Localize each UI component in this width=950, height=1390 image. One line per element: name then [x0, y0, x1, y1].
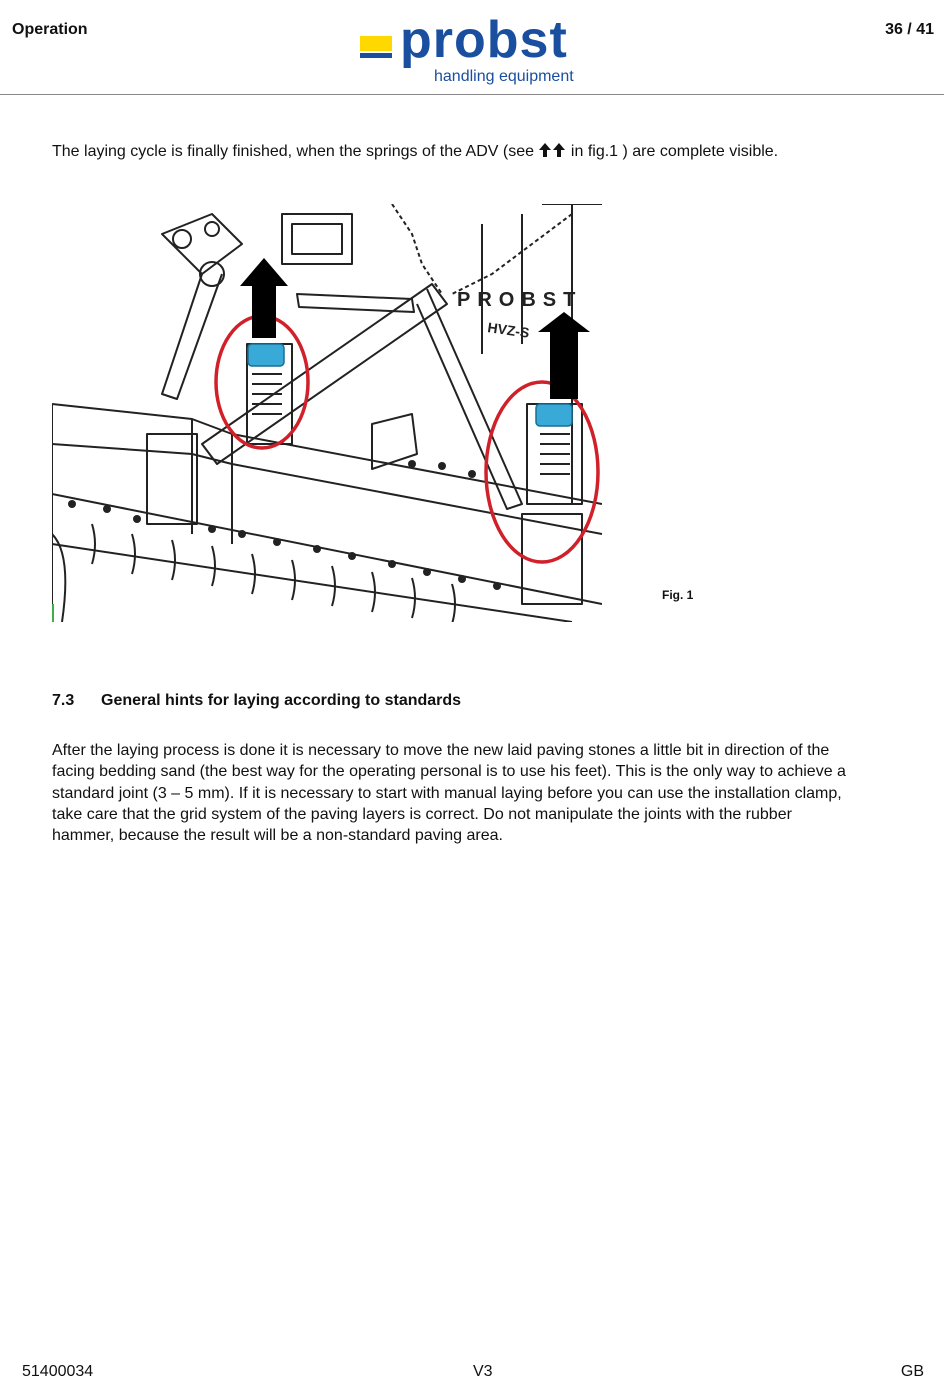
intro-text-end: in fig.1 ) are complete visible.: [566, 143, 779, 160]
section-title: General hints for laying according to standards: [101, 692, 462, 709]
footer-language: GB: [900, 1363, 924, 1380]
footer-doc-number: 51400034: [22, 1363, 94, 1380]
right-spring: [536, 404, 572, 474]
right-up-arrow-icon: [538, 312, 590, 399]
figure-plate-text: PROBST: [457, 289, 583, 311]
body-line: After the laying process is done it is necessary to move the new laid paving stones a little bit in direction of the: [52, 742, 830, 759]
green-edge-mark: [52, 604, 54, 622]
logo-wordmark: probst: [400, 11, 568, 69]
logo-mark-icon: [360, 36, 392, 58]
body-paragraph: [52, 740, 892, 846]
header-divider: [0, 94, 944, 95]
body-line: standard joint (3 – 5 mm). If it is necessary to start with manual laying before you can use the installation clamp,: [52, 784, 842, 802]
body-line: take care that the grid system of the paving layers is correct. Do not manipulate the joints with the rubber: [52, 805, 792, 823]
figure-caption: Fig. 1: [662, 588, 694, 602]
header-section-title: Operation: [12, 21, 88, 38]
figure-1-machine-drawing: [52, 204, 602, 622]
up-arrow-icon: [552, 142, 566, 158]
body-line: facing bedding sand (the best way for the operating personal is to use his feet). This is the only way to achieve a: [52, 763, 846, 781]
intro-text-start: The laying cycle is finally finished, when the springs of the ADV (see: [52, 143, 539, 160]
page-number: 36 / 41: [885, 21, 934, 38]
up-arrow-icon: [538, 142, 552, 158]
section-number: 7.3: [52, 692, 75, 709]
footer-version: V3: [473, 1363, 493, 1380]
probst-logo: [360, 11, 600, 90]
body-line: hammer, because the result will be a non-standard paving area.: [52, 827, 503, 845]
left-spring: [248, 344, 284, 414]
figure-model-text: HVZ-S: [486, 319, 531, 341]
logo-tagline: handling equipment: [434, 68, 574, 85]
intro-paragraph: [52, 142, 778, 162]
left-up-arrow-icon: [240, 258, 288, 338]
